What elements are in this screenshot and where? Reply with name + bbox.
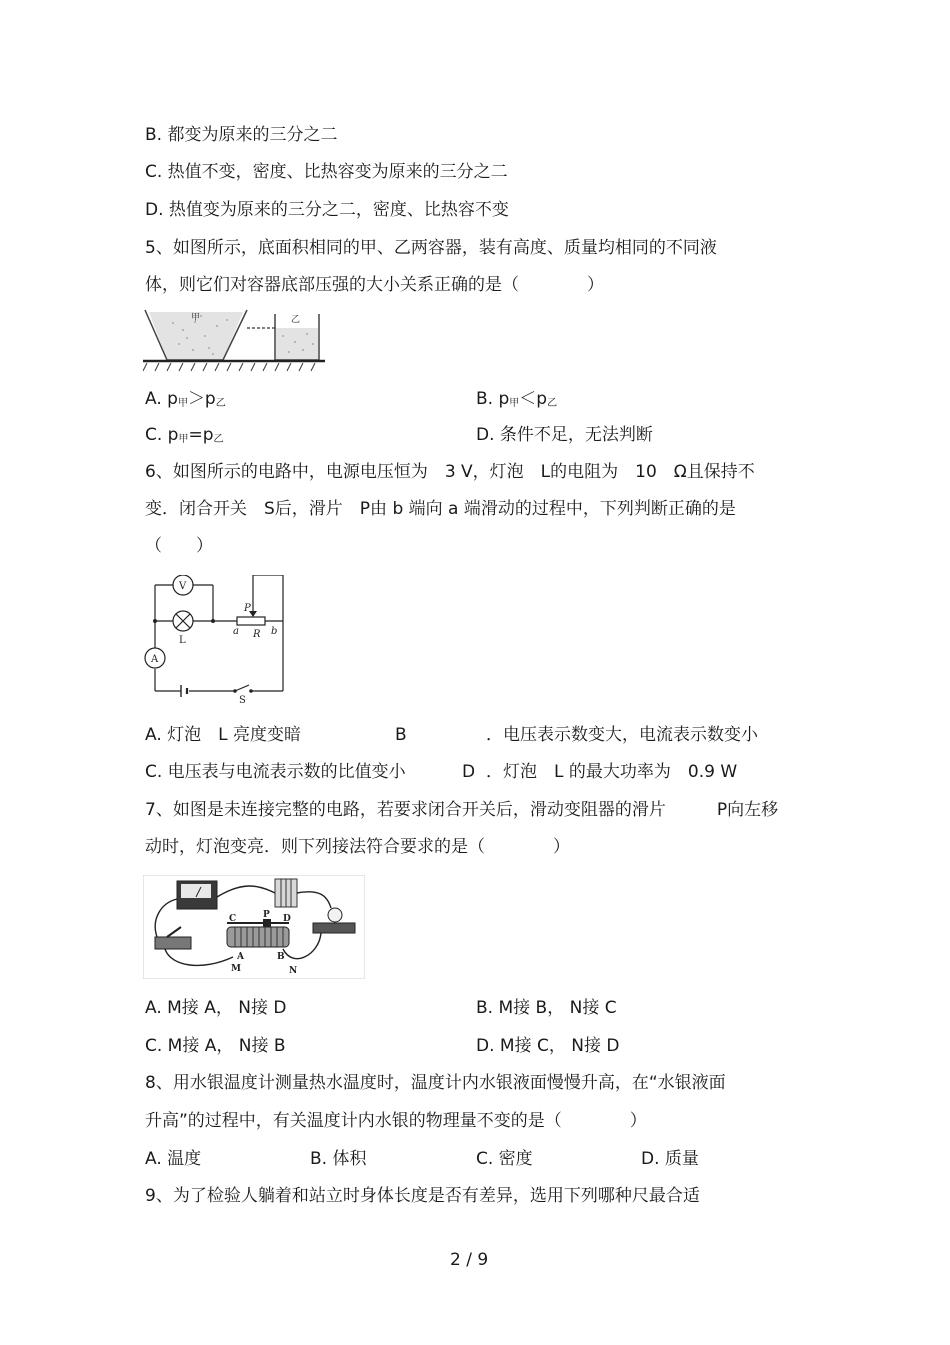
q8-option-d: D. 质量 [641, 1149, 699, 1169]
q7-fig-terminal-a: A [237, 952, 244, 962]
q7-circuit-photo-figure [143, 875, 365, 979]
q6-option-d-letter: D [462, 762, 476, 782]
q6-fig-voltmeter-label: V [179, 581, 187, 592]
q7-option-a: A. M接 A， N接 D [145, 998, 287, 1018]
q7-fig-wire-n: N [289, 966, 298, 976]
q6-fig-lamp-label: L [179, 635, 186, 646]
q8-option-a: A. 温度 [145, 1149, 202, 1169]
q6-stem-line3: （ ） [145, 536, 213, 556]
q6-fig-slider-label: P [244, 603, 251, 614]
q7-fig-terminal-d: D [283, 914, 291, 924]
q5-option-b: B. $p_甲<p_乙$ [476, 389, 558, 409]
q8-stem-line1: 8、用水银温度计测量热水温度时，温度计内水银液面慢慢升高，在“水银液面 [145, 1073, 726, 1093]
q6-option-b-letter: B [395, 725, 407, 745]
q5-option-c: C. $p_甲=p_乙$ [145, 425, 224, 445]
q7-option-b: B. M接 B， N接 C [476, 998, 617, 1018]
q7-option-c: C. M接 A， N接 B [145, 1036, 286, 1056]
q6-stem-line2: 变．闭合开关 S后，滑片 P由 b 端向 a 端滑动的过程中，下列判断正确的是 [145, 499, 736, 519]
q7-stem-line1: 7、如图是未连接完整的电路，若要求闭合开关后，滑动变阻器的滑片 P向左移 [145, 800, 779, 820]
q4-option-b: B. 都变为原来的三分之二 [145, 125, 338, 145]
q5-containers-figure [143, 308, 325, 376]
q6-stem-line1: 6、如图所示的电路中，电源电压恒为 3 V，灯泡 L的电阻为 10 Ω且保持不 [145, 462, 755, 482]
q7-fig-terminal-b: B [277, 952, 285, 962]
q5-option-d: D. 条件不足，无法判断 [476, 425, 653, 445]
q7-fig-slider-p: P [263, 910, 270, 920]
q5-stem-line2: 体，则它们对容器底部压强的大小关系正确的是（ ） [145, 275, 604, 295]
page-number: 2 / 9 [450, 1250, 489, 1270]
q7-stem-line2: 动时，灯泡变亮．则下列接法符合要求的是（ ） [145, 837, 570, 857]
q8-option-b: B. 体积 [310, 1149, 367, 1169]
q6-fig-switch-label: S [239, 695, 246, 703]
q6-fig-end-a-label: a [233, 626, 239, 637]
q5-fig-label-jia: 甲 [191, 313, 201, 323]
q5-fig-label-yi: 乙 [291, 315, 301, 325]
q4-option-c: C. 热值不变，密度、比热容变为原来的三分之二 [145, 162, 508, 182]
q8-stem-line2: 升高”的过程中，有关温度计内水银的物理量不变的是（ ） [145, 1111, 647, 1131]
q7-fig-terminal-c: C [229, 914, 237, 924]
q6-option-c: C. 电压表与电流表示数的比值变小 [145, 762, 406, 782]
q5-option-a: A. $p_甲>p_乙$ [145, 389, 226, 409]
q6-fig-rheostat-label: R [253, 629, 261, 640]
q9-stem-line1: 9、为了检验人躺着和站立时身体长度是否有差异，选用下列哪种尺最合适 [145, 1186, 700, 1206]
q6-option-d-text: ．灯泡 L 的最大功率为 0.9 W [486, 762, 738, 782]
q6-fig-end-b-label: b [271, 626, 278, 637]
q7-option-d: D. M接 C， N接 D [476, 1036, 620, 1056]
q6-option-a: A. 灯泡 L 亮度变暗 [145, 725, 302, 745]
q7-fig-wire-m: M [231, 964, 241, 974]
q8-option-c: C. 密度 [476, 1149, 533, 1169]
q5-stem-line1: 5、如图所示，底面积相同的甲、乙两容器，装有高度、质量均相同的不同液 [145, 238, 717, 258]
q6-circuit-figure [143, 575, 285, 703]
q6-fig-ammeter-label: A [151, 654, 159, 665]
q6-option-b-text: ．电压表示数变大，电流表示数变小 [486, 725, 758, 745]
q4-option-d: D. 热值变为原来的三分之二，密度、比热容不变 [145, 200, 509, 220]
